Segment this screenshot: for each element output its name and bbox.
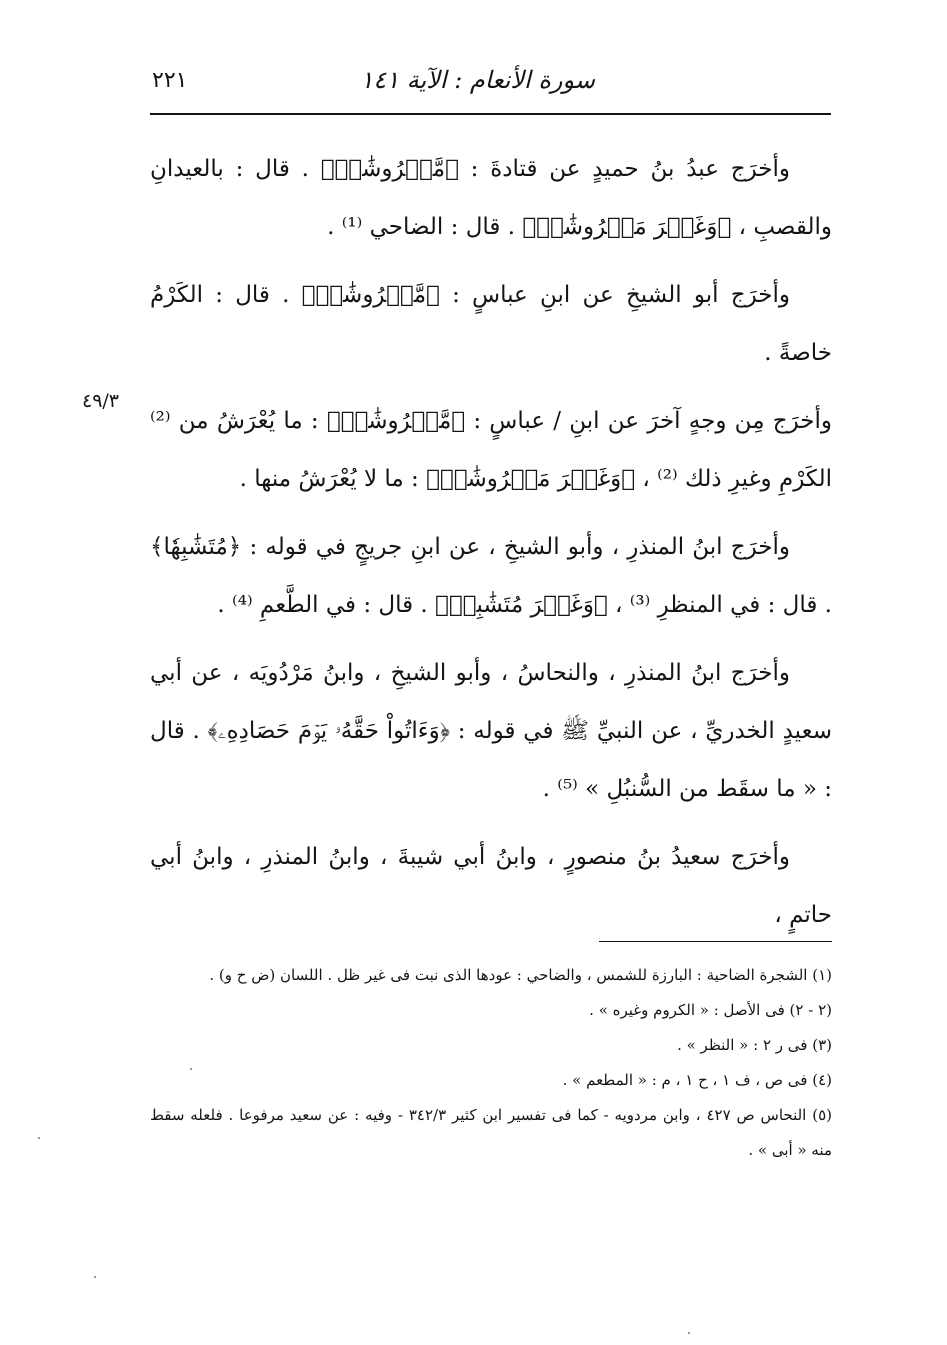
footnote: (٥) النحاس ص ٤٢٧ ، وابن مردويه - كما فى تفسير ابن كثير ٣٤٢/٣ - وفيه : عن سعيد مرفوعا . فلعله سقط منه « أبى » . xyxy=(150,1106,832,1159)
scan-speck xyxy=(688,1332,690,1334)
paragraph: وأخرَج سعيدُ بنُ منصورٍ ، وابنُ أبي شيبةَ ، وابنُ المنذرِ ، وابنُ أبي حاتمٍ ، xyxy=(150,844,832,928)
footnote: (٤) فى ص ، ف ١ ، ح ١ ، م : « المطعم » . xyxy=(562,1071,832,1089)
scan-speck xyxy=(190,1068,192,1070)
footnote: (٢ - ٢) فى الأصل : « الكروم وغيره » . xyxy=(589,1001,832,1019)
footnote: (٣) فى ر ٢ : « النظر » . xyxy=(677,1036,832,1054)
paragraph: وأخرَج أبو الشيخِ عن ابنِ عباسٍ : ﴿مَّعۡرُوشَٰتٖ﴾ . قال : الكَرْمُ خاصةً . xyxy=(150,282,832,366)
scan-speck xyxy=(38,1137,40,1139)
running-title: سورة الأنعام : الآية ١٤١ xyxy=(360,66,595,94)
page-number: ٢٢١ xyxy=(152,68,188,93)
main-text xyxy=(150,140,832,954)
paragraph: وأخرَج ابنُ المنذرِ ، وأبو الشيخِ ، عن ابنِ جريجٍ في قوله : ﴿مُتَشَٰبِهٗا﴾ . قال : في المنظرِ ⁽³⁾ ، ﴿وَغَيۡرَ مُتَشَٰبِهٖ﴾ . قال : في الطَّعمِ ⁽⁴⁾ . xyxy=(150,534,832,618)
footnote-divider xyxy=(599,941,832,942)
header-divider xyxy=(150,113,831,115)
margin-reference: ٤٩/٣ xyxy=(82,390,120,412)
footnote: (١) الشجرة الضاحية : البارزة للشمس ، والضاحي : عودها الذى نبت فى غير ظل . اللسان (ض ح و) . xyxy=(209,966,832,984)
paragraph: وأخرَج عبدُ بنُ حميدٍ عن قتادةَ : ﴿مَّعۡرُوشَٰتٖ﴾ . قال : بالعيدانِ والقصبِ ، ﴿وَغَيۡرَ مَعۡرُوشَٰتٖ﴾ . قال : الضاحي ⁽¹⁾ . xyxy=(150,156,832,240)
scan-speck xyxy=(94,1276,96,1278)
running-header xyxy=(150,66,830,106)
paragraph: وأخرَج ابنُ المنذرِ ، والنحاسُ ، وأبو الشيخِ ، وابنُ مَرْدُويَه ، عن أبي سعيدٍ الخدريِّ ، عن النبيِّ ﷺ في قوله : ﴿وَءَاتُواْ حَقَّهُۥ يَوۡمَ حَصَادِهِۦ﴾ . قال : « ما سقَط من السُّنبُلِ » ⁽⁵⁾ . xyxy=(150,660,832,802)
paragraph: وأخرَج مِن وجهٍ آخرَ عن ابنِ / عباسٍ : ﴿مَّعۡرُوشَٰتٖ﴾ : ما يُعْرَشُ من ⁽²⁾ الكَرْمِ وغيرِ ذلك ⁽²⁾ ، ﴿وَغَيۡرَ مَعۡرُوشَٰتٖ﴾ : ما لا يُعْرَشُ منها . xyxy=(150,408,832,492)
footnotes xyxy=(150,958,832,1168)
